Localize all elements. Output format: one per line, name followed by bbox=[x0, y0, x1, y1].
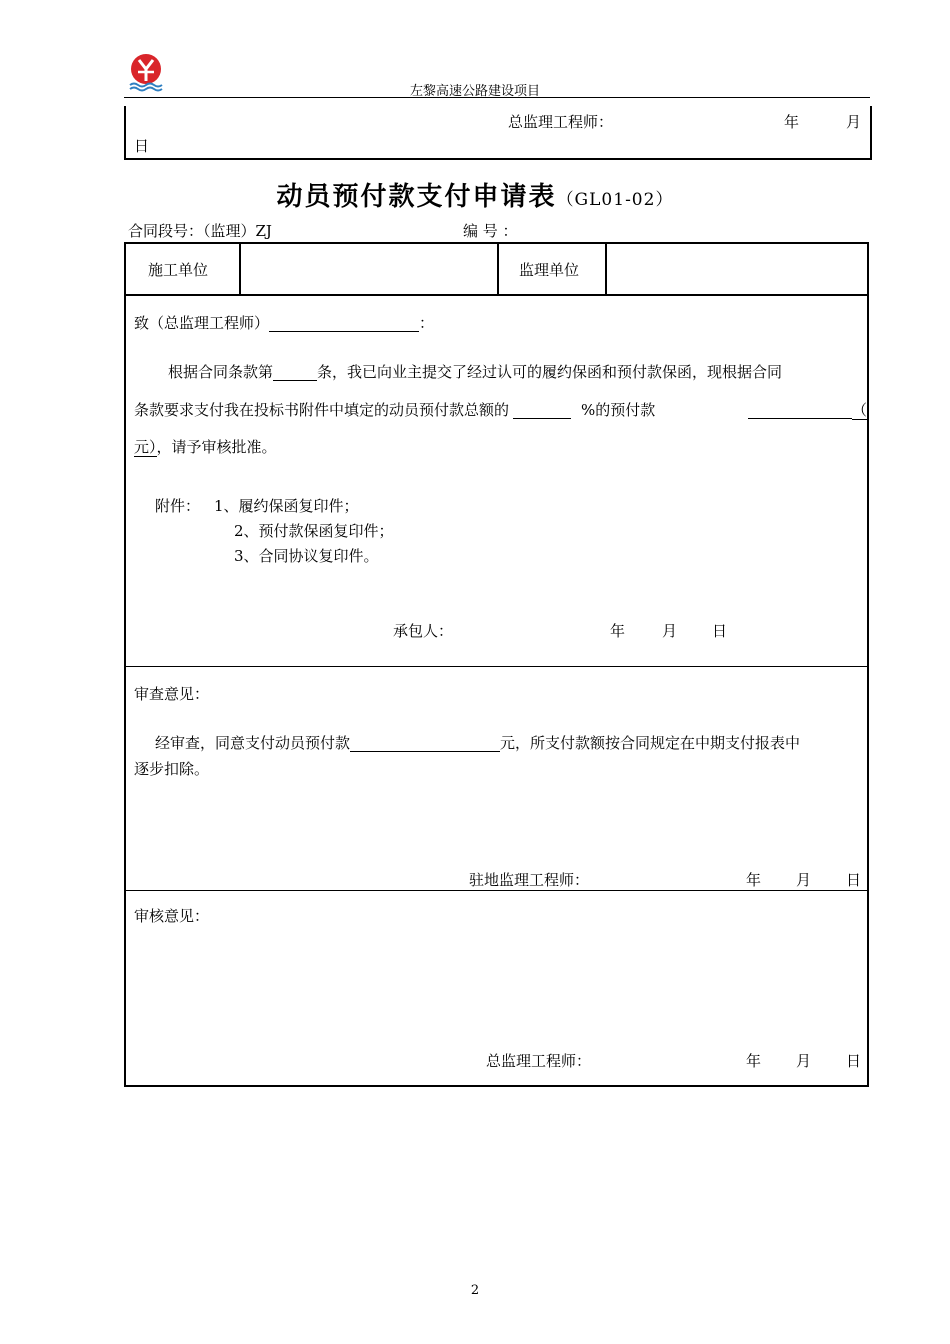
addressee-line bbox=[134, 313, 434, 333]
contractor-value-cell[interactable] bbox=[242, 245, 495, 293]
application-para-line2 bbox=[134, 400, 655, 420]
addressee-label: 致（总监理工程师） bbox=[134, 314, 270, 332]
para-text: 经审查，同意支付动员预付款 bbox=[155, 734, 351, 752]
cell-divider bbox=[497, 242, 499, 295]
prev-day: 日 bbox=[134, 137, 150, 155]
para-text: 条，我已向业主提交了经过认可的履约保函和预付款保函，现根据合同 bbox=[317, 363, 783, 381]
application-para-line3 bbox=[134, 437, 277, 457]
review-label: 审查意见： bbox=[134, 685, 210, 703]
form-number-label: 编 号 ： bbox=[463, 222, 518, 240]
approval-day: 日 bbox=[846, 1052, 862, 1070]
chief-engineer-label: 总监理工程师： bbox=[486, 1052, 592, 1070]
para-text: %的预付款 bbox=[581, 401, 656, 419]
para-text: 根据合同条款第 bbox=[168, 363, 274, 381]
para-text: ，请予审核批准。 bbox=[156, 438, 277, 456]
review-para-line2: 逐步扣除。 bbox=[134, 760, 210, 778]
application-para-line1 bbox=[168, 362, 782, 382]
para-text: 条款要求支付我在投标书附件中填定的动员预付款总额的 bbox=[134, 401, 510, 419]
header-divider bbox=[124, 97, 870, 98]
addressee-blank[interactable] bbox=[269, 313, 419, 332]
attachment-item: 1、履约保函复印件； bbox=[214, 497, 359, 515]
supervisor-label: 监理单位 bbox=[519, 261, 580, 279]
contractor-year: 年 bbox=[610, 622, 626, 640]
contractor-label: 施工单位 bbox=[148, 261, 209, 279]
cell-divider bbox=[239, 242, 241, 295]
review-day: 日 bbox=[846, 871, 862, 889]
review-month: 月 bbox=[796, 871, 812, 889]
attachment-item: 3、合同协议复印件。 bbox=[234, 547, 379, 565]
supervisor-value-cell[interactable] bbox=[609, 245, 867, 293]
contractor-day: 日 bbox=[712, 622, 728, 640]
attachments-label: 附件： bbox=[155, 497, 201, 515]
form-title bbox=[0, 176, 950, 213]
paren-open: （ bbox=[852, 401, 868, 419]
header-project-name: 左黎高速公路建设项目 bbox=[409, 84, 540, 99]
percent-blank[interactable] bbox=[513, 400, 571, 419]
para-text: 元，所支付款额按合同规定在中期支付报表中 bbox=[500, 734, 801, 752]
previous-form-tail bbox=[124, 106, 872, 160]
amount-unit: 元） bbox=[134, 438, 157, 456]
contract-section-label: 合同段号：（监理）ZJ bbox=[128, 222, 272, 240]
row-divider bbox=[124, 294, 869, 296]
form-code: （GL01-02） bbox=[556, 190, 674, 210]
contractor-month: 月 bbox=[662, 622, 678, 640]
prev-signer-label: 总监理工程师： bbox=[508, 113, 614, 131]
addressee-colon: ： bbox=[419, 314, 435, 332]
approved-amount-blank[interactable] bbox=[350, 733, 500, 752]
contractor-signer-label: 承包人： bbox=[393, 622, 454, 640]
attachment-item: 2、预付款保函复印件； bbox=[234, 522, 394, 540]
resident-engineer-label: 驻地监理工程师： bbox=[469, 871, 590, 889]
advance-amount-blank[interactable] bbox=[748, 400, 852, 419]
section-divider bbox=[124, 666, 869, 667]
cell-divider bbox=[605, 242, 607, 295]
form-title-main: 动员预付款支付申请表 bbox=[276, 182, 557, 212]
approval-label: 审核意见： bbox=[134, 907, 210, 925]
prev-year: 年 bbox=[784, 113, 800, 131]
amount-paren-open bbox=[748, 400, 867, 420]
review-para-line1 bbox=[155, 733, 800, 753]
section-divider bbox=[124, 890, 869, 891]
page-number: 2 bbox=[470, 1283, 480, 1298]
clause-number-blank[interactable] bbox=[273, 362, 317, 381]
approval-year: 年 bbox=[746, 1052, 762, 1070]
approval-month: 月 bbox=[796, 1052, 812, 1070]
review-year: 年 bbox=[746, 871, 762, 889]
prev-month: 月 bbox=[846, 113, 862, 131]
